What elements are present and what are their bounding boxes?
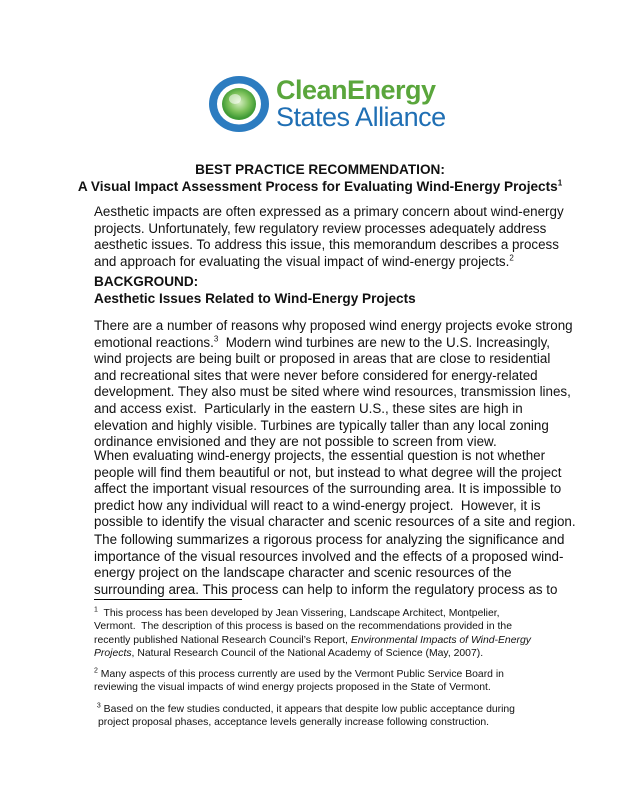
logo-text-states-alliance: States Alliance <box>276 102 446 132</box>
footnote-line <box>94 607 554 620</box>
footnote-number: 3 <box>96 702 101 710</box>
paragraph-line: wind projects are being built or proposed in areas that are close to residential <box>94 351 551 367</box>
body-paragraph-1 <box>94 318 573 451</box>
paragraph-line: affect the important visual resources of the surrounding area. It is impossible to <box>94 481 562 497</box>
report-title: Environmental Impacts of Wind-Energy <box>350 634 531 646</box>
paragraph-line: There are a number of reasons why proposed wind energy projects evoke strong <box>94 318 573 333</box>
paragraph-line: ordinance envisioned and they are not possible to screen from view. <box>94 434 497 450</box>
footnote-3 <box>94 703 554 730</box>
footnote-text: recently published National Research Council’s Report, <box>94 634 351 646</box>
footnote-text: Based on the few studies conducted, it appears that despite low public acceptance during <box>100 704 515 715</box>
footnote-text: , Natural Research Council of the National Academy of Science (May, 2007). <box>131 647 484 659</box>
para1-text-pre: emotional reactions. <box>94 334 214 350</box>
intro-paragraph <box>94 204 564 270</box>
intro-line <box>94 254 549 271</box>
body-paragraph-2 <box>94 448 576 531</box>
paragraph-line: development. They also must be sited where wind resources, transmission lines, <box>94 384 571 400</box>
footnote-ref-2: 2 <box>509 253 514 263</box>
footnote-line <box>94 716 554 729</box>
logo-text-cleanenergy: CleanEnergy <box>276 75 436 105</box>
paragraph-line: and recreational sites that were never before considered for energy-related <box>94 367 538 383</box>
footnote-ref-3: 3 <box>213 334 219 344</box>
intro-line: projects. Unfortunately, few regulatory review processes adequately address <box>94 220 547 236</box>
document-title-line1: BEST PRACTICE RECOMMENDATION: <box>195 162 445 177</box>
paragraph-line: When evaluating wind-energy projects, the essential question is not whether <box>94 448 546 463</box>
footnote-line <box>94 668 554 681</box>
footnote-line: reviewing the visual impacts of wind energy projects proposed in the State of Vermont. <box>94 682 491 694</box>
paragraph-line: surrounding area. This process can help to inform the regulatory process as to <box>94 581 558 597</box>
intro-last-text: and approach for evaluating the visual impact of wind-energy projects. <box>94 253 510 269</box>
paragraph-line <box>94 335 549 352</box>
paragraph-line: energy project on the landscape character and scenic resources of the <box>94 565 512 581</box>
footnote-line <box>94 703 554 716</box>
paragraph-line: and access exist. Particularly in the eastern U.S., these sites are high in <box>94 400 523 416</box>
intro-line: Aesthetic impacts are often expressed as a primary concern about wind-energy <box>94 204 564 219</box>
footnote-2 <box>94 668 554 695</box>
footnote-1 <box>94 607 554 660</box>
intro-line: aesthetic issues. To address this issue, this memorandum describes a process <box>94 237 559 253</box>
footnote-number: 1 <box>94 606 98 614</box>
title-text: A Visual Impact Assessment Process for Evaluating Wind-Energy Projects <box>77 179 558 194</box>
paragraph-line: people will find them beautiful or not, but instead to what degree will the project <box>94 464 562 480</box>
organization-logo <box>208 74 448 134</box>
section-subheading: Aesthetic Issues Related to Wind-Energy Projects <box>94 291 416 306</box>
footnote-ref-1: 1 <box>557 178 563 188</box>
paragraph-line: importance of the visual resources involved and the effects of a proposed wind- <box>94 548 564 564</box>
report-title: Projects <box>94 647 132 659</box>
para1-text-post: Modern wind turbines are new to the U.S. Increasingly, <box>218 334 551 350</box>
paragraph-line: predict how any individual will react to a wind-energy project. However, it is <box>94 497 541 513</box>
footnote-number: 2 <box>94 667 98 675</box>
paragraph-line: possible to identify the visual character and scenic resources of a site and region. <box>94 514 576 530</box>
paragraph-line: elevation and highly visible. Turbines are typically taller than any local zoning <box>94 417 549 433</box>
document-title-line2 <box>0 178 640 195</box>
footnote-line <box>94 647 554 660</box>
footnote-text: This process has been developed by Jean Vissering, Landscape Architect, Montpelier, <box>97 608 500 619</box>
footnote-separator <box>94 599 242 600</box>
footnote-line: Vermont. The description of this process is based on the recommendations provided in the <box>94 621 512 633</box>
section-heading: BACKGROUND: <box>94 274 199 289</box>
body-paragraph-3 <box>94 532 565 598</box>
footnote-text: Many aspects of this process currently are used by the Vermont Public Service Board in <box>97 669 504 680</box>
logo-circle-icon <box>208 74 270 134</box>
paragraph-line: The following summarizes a rigorous process for analyzing the significance and <box>94 532 565 547</box>
footnote-line <box>94 634 554 647</box>
footnote-text: project proposal phases, acceptance levels generally increase following construction. <box>98 717 490 729</box>
